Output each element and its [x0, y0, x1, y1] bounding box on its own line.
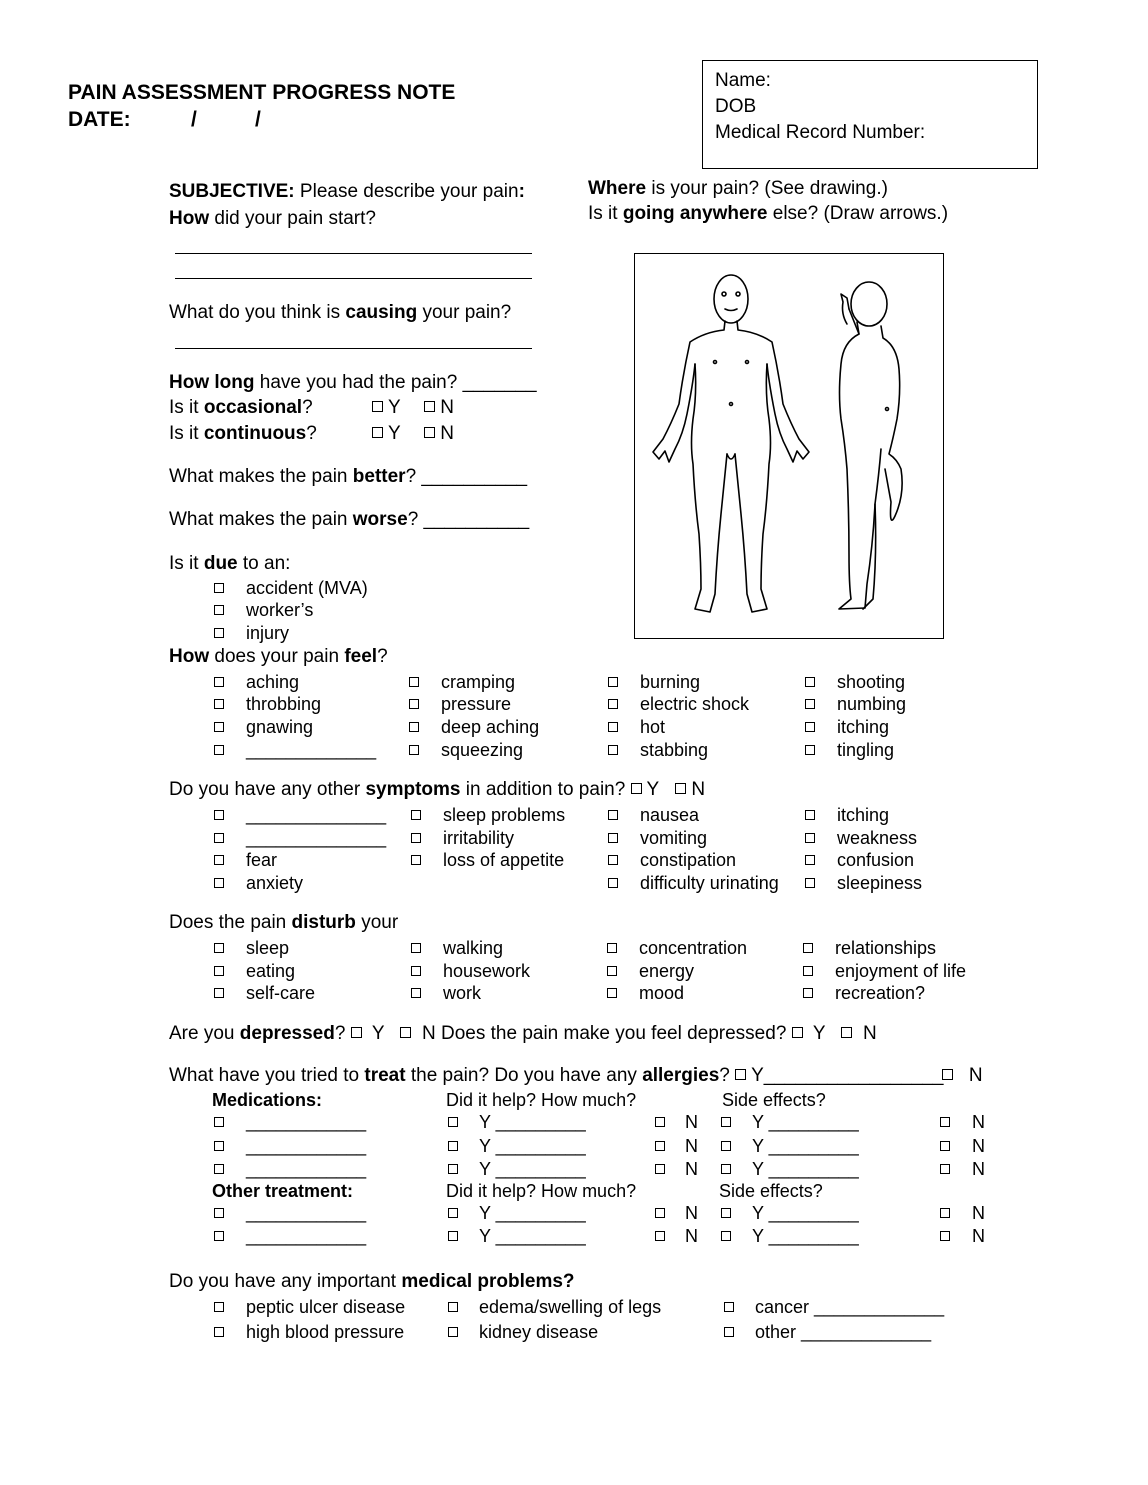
- feel-option: hot: [640, 717, 666, 737]
- feel-option: numbing: [837, 694, 907, 714]
- checkbox[interactable]: [805, 855, 815, 865]
- symptom-option: sleep problems: [443, 805, 566, 825]
- checkbox[interactable]: [608, 677, 618, 687]
- feel-option: shooting: [837, 672, 906, 692]
- checkbox[interactable]: [214, 810, 224, 820]
- medical-option[interactable]: cancer _____________: [755, 1297, 945, 1317]
- disturb-option: sleep: [246, 938, 290, 958]
- medical-option[interactable]: other _____________: [755, 1322, 932, 1342]
- checkbox[interactable]: [721, 1164, 731, 1174]
- checkbox[interactable]: [607, 943, 617, 953]
- help-no: N: [685, 1136, 698, 1156]
- feel-option-blank[interactable]: _____________: [246, 740, 377, 760]
- help-yes[interactable]: Y _________: [479, 1226, 586, 1246]
- disturb-option: recreation?: [835, 983, 926, 1003]
- depressed-yes-box[interactable]: [351, 1027, 362, 1038]
- checkbox[interactable]: [721, 1208, 731, 1218]
- checkbox[interactable]: [940, 1141, 950, 1151]
- disturb-option: housework: [443, 961, 531, 981]
- continuous-no[interactable]: N: [424, 423, 454, 445]
- checkbox[interactable]: [214, 855, 224, 865]
- checkbox[interactable]: [411, 943, 421, 953]
- help-yes[interactable]: Y _________: [479, 1159, 586, 1179]
- checkbox[interactable]: [214, 1231, 224, 1241]
- symptom-option: loss of appetite: [443, 850, 565, 870]
- feel-depressed-yes-box[interactable]: [792, 1027, 803, 1038]
- symptoms-yes-box[interactable]: [631, 783, 642, 794]
- side-yes[interactable]: Y _________: [752, 1226, 859, 1246]
- checkbox[interactable]: [214, 1208, 224, 1218]
- checkbox[interactable]: [655, 1231, 665, 1241]
- date-label: DATE:: [68, 108, 131, 131]
- checkbox[interactable]: [608, 745, 618, 755]
- depressed-no-box[interactable]: [400, 1027, 411, 1038]
- treatment-blank[interactable]: ____________: [246, 1226, 367, 1246]
- better-question: What makes the pain better? __________: [169, 466, 528, 487]
- checkbox[interactable]: [724, 1302, 734, 1312]
- help-yes[interactable]: Y _________: [479, 1136, 586, 1156]
- feel-option: aching: [246, 672, 300, 692]
- symptom-option: itching: [837, 805, 890, 825]
- checkbox[interactable]: [448, 1231, 458, 1241]
- disturb-question: Does the pain disturb your: [169, 912, 399, 933]
- checkbox[interactable]: [805, 878, 815, 888]
- dob-label: DOB: [715, 96, 757, 117]
- checkbox[interactable]: [409, 677, 419, 687]
- checkbox[interactable]: [214, 943, 224, 953]
- side-no: N: [972, 1136, 985, 1156]
- checkbox[interactable]: [607, 966, 617, 976]
- checkbox[interactable]: [214, 988, 224, 998]
- feel-option: throbbing: [246, 694, 322, 714]
- checkbox[interactable]: [214, 583, 224, 593]
- disturb-option: walking: [443, 938, 504, 958]
- symptom-option: fear: [246, 850, 278, 870]
- side-yes[interactable]: Y _________: [752, 1112, 859, 1132]
- allergies-yes-box[interactable]: [735, 1069, 746, 1080]
- disturb-option: eating: [246, 961, 296, 981]
- disturb-option: energy: [639, 961, 695, 981]
- checkbox[interactable]: [608, 855, 618, 865]
- checkbox[interactable]: [214, 1117, 224, 1127]
- feel-option: cramping: [441, 672, 516, 692]
- medication-blank[interactable]: ____________: [246, 1112, 367, 1132]
- checkbox[interactable]: [448, 1302, 458, 1312]
- checkbox[interactable]: [608, 878, 618, 888]
- checkbox[interactable]: [448, 1164, 458, 1174]
- disturb-option: self-care: [246, 983, 316, 1003]
- checkbox[interactable]: [805, 810, 815, 820]
- symptom-blank[interactable]: ______________: [246, 828, 387, 848]
- date-separator: /: [255, 108, 261, 131]
- medical-option: edema/swelling of legs: [479, 1297, 662, 1317]
- allergies-no[interactable]: N: [942, 1065, 983, 1087]
- checkbox[interactable]: [411, 988, 421, 998]
- checkbox[interactable]: [940, 1208, 950, 1218]
- checkbox[interactable]: [411, 833, 421, 843]
- checkbox[interactable]: [721, 1141, 731, 1151]
- help-yes[interactable]: Y _________: [479, 1112, 586, 1132]
- checkbox[interactable]: [214, 677, 224, 687]
- checkbox[interactable]: [805, 722, 815, 732]
- answer-line[interactable]: [175, 348, 532, 349]
- date-separator: /: [191, 108, 197, 131]
- checkbox[interactable]: [655, 1117, 665, 1127]
- checkbox[interactable]: [940, 1231, 950, 1241]
- symptom-option: vomiting: [640, 828, 708, 848]
- symptom-option: constipation: [640, 850, 737, 870]
- checkbox[interactable]: [803, 943, 813, 953]
- symptom-option: nausea: [640, 805, 700, 825]
- symptom-option: weakness: [837, 828, 918, 848]
- form-title: PAIN ASSESSMENT PROGRESS NOTE: [68, 81, 456, 104]
- checkbox[interactable]: [214, 1327, 224, 1337]
- checkbox[interactable]: [214, 699, 224, 709]
- side-effects-label: Side effects?: [722, 1090, 826, 1110]
- disturb-option: relationships: [835, 938, 937, 958]
- disturb-option: mood: [639, 983, 685, 1003]
- checkbox[interactable]: [214, 966, 224, 976]
- feel-option: gnawing: [246, 717, 314, 737]
- help-no: N: [685, 1203, 698, 1223]
- checkbox[interactable]: [608, 699, 618, 709]
- due-question: Is it due to an:: [169, 553, 291, 574]
- side-yes[interactable]: Y _________: [752, 1159, 859, 1179]
- going-question: Is it going anywhere else? (Draw arrows.): [588, 203, 949, 224]
- worse-question: What makes the pain worse? __________: [169, 509, 530, 530]
- feel-option: squeezing: [441, 740, 524, 760]
- medication-blank[interactable]: ____________: [246, 1159, 367, 1179]
- mrn-label: Medical Record Number:: [715, 122, 926, 143]
- medication-blank[interactable]: ____________: [246, 1136, 367, 1156]
- checkbox[interactable]: [805, 745, 815, 755]
- checkbox[interactable]: [655, 1208, 665, 1218]
- checkbox[interactable]: [214, 605, 224, 615]
- due-option: injury: [246, 623, 290, 643]
- checkbox[interactable]: [805, 699, 815, 709]
- checkbox[interactable]: [607, 988, 617, 998]
- checkbox[interactable]: [803, 988, 813, 998]
- side-yes[interactable]: Y _________: [752, 1136, 859, 1156]
- checkbox[interactable]: [721, 1231, 731, 1241]
- checkbox[interactable]: [214, 722, 224, 732]
- checkbox[interactable]: [411, 855, 421, 865]
- checkbox[interactable]: [448, 1141, 458, 1151]
- occasional-no[interactable]: N: [424, 397, 454, 419]
- feel-option: itching: [837, 717, 890, 737]
- checkbox[interactable]: [805, 677, 815, 687]
- medical-option: peptic ulcer disease: [246, 1297, 406, 1317]
- body-outline-figure: [635, 254, 943, 638]
- feel-depressed-no-box[interactable]: [841, 1027, 852, 1038]
- side-no: N: [972, 1203, 985, 1223]
- other-treatment-label: Other treatment:: [212, 1181, 354, 1201]
- checkbox[interactable]: [411, 810, 421, 820]
- help-yes[interactable]: Y _________: [479, 1203, 586, 1223]
- checkbox[interactable]: [214, 1302, 224, 1312]
- side-yes[interactable]: Y _________: [752, 1203, 859, 1223]
- symptom-option: anxiety: [246, 873, 304, 893]
- occasional-yes[interactable]: Y: [372, 397, 401, 419]
- due-option: worker’s: [246, 600, 314, 620]
- help-no: N: [685, 1112, 698, 1132]
- disturb-option: work: [443, 983, 482, 1003]
- side-effects-label: Side effects?: [719, 1181, 823, 1201]
- disturb-option: enjoyment of life: [835, 961, 967, 981]
- checkbox[interactable]: [608, 833, 618, 843]
- help-label: Did it help? How much?: [446, 1090, 637, 1110]
- checkbox[interactable]: [214, 745, 224, 755]
- checkbox[interactable]: [448, 1117, 458, 1127]
- symptom-option: confusion: [837, 850, 915, 870]
- checkbox[interactable]: [448, 1327, 458, 1337]
- subjective-prompt: SUBJECTIVE: Please describe your pain:: [169, 181, 525, 202]
- pain-start-question: How did your pain start?: [169, 208, 376, 229]
- medical-option: kidney disease: [479, 1322, 599, 1342]
- checkbox[interactable]: [655, 1141, 665, 1151]
- side-no: N: [972, 1112, 985, 1132]
- symptom-blank[interactable]: ______________: [246, 805, 387, 825]
- help-no: N: [685, 1159, 698, 1179]
- checkbox[interactable]: [721, 1117, 731, 1127]
- checkbox[interactable]: [655, 1164, 665, 1174]
- checkbox[interactable]: [214, 628, 224, 638]
- symptom-option: difficulty urinating: [640, 873, 779, 893]
- checkbox[interactable]: [805, 833, 815, 843]
- checkbox[interactable]: [214, 1141, 224, 1151]
- due-option: accident (MVA): [246, 578, 368, 598]
- feel-option: pressure: [441, 694, 512, 714]
- depressed-question: Are you depressed? Y N Does the pain make you feel depressed? Y N: [169, 1023, 877, 1044]
- feel-question: How does your pain feel?: [169, 646, 388, 667]
- checkbox[interactable]: [724, 1327, 734, 1337]
- medications-label: Medications:: [212, 1090, 323, 1110]
- checkbox[interactable]: [608, 722, 618, 732]
- answer-line[interactable]: [175, 278, 532, 279]
- help-label: Did it help? How much?: [446, 1181, 637, 1201]
- help-no: N: [685, 1226, 698, 1246]
- checkbox[interactable]: [409, 722, 419, 732]
- checkbox[interactable]: [214, 878, 224, 888]
- answer-line[interactable]: [175, 253, 532, 254]
- checkbox[interactable]: [214, 1164, 224, 1174]
- continuous-yes[interactable]: Y: [372, 423, 401, 445]
- side-no: N: [972, 1226, 985, 1246]
- feel-option: deep aching: [441, 717, 540, 737]
- checkbox[interactable]: [411, 966, 421, 976]
- symptom-option: sleepiness: [837, 873, 923, 893]
- how-long-question: How long have you had the pain? _______: [169, 372, 537, 393]
- name-label: Name:: [715, 70, 771, 91]
- checkbox[interactable]: [214, 833, 224, 843]
- symptom-option: irritability: [443, 828, 515, 848]
- checkbox[interactable]: [940, 1164, 950, 1174]
- checkbox[interactable]: [608, 810, 618, 820]
- medical-problems-question: Do you have any important medical problems?: [169, 1271, 575, 1292]
- checkbox[interactable]: [409, 699, 419, 709]
- checkbox[interactable]: [940, 1117, 950, 1127]
- medical-option: high blood pressure: [246, 1322, 405, 1342]
- symptoms-question: Do you have any other symptoms in addition to pain? Y N: [169, 779, 706, 800]
- symptoms-no-box[interactable]: [675, 783, 686, 794]
- checkbox[interactable]: [448, 1208, 458, 1218]
- treatment-blank[interactable]: ____________: [246, 1203, 367, 1223]
- feel-option: electric shock: [640, 694, 750, 714]
- checkbox[interactable]: [409, 745, 419, 755]
- continuous-question: Is it continuous?: [169, 423, 317, 444]
- treat-question: What have you tried to treat the pain? Do you have any allergies? Y_________________: [169, 1065, 944, 1086]
- side-no: N: [972, 1159, 985, 1179]
- causing-question: What do you think is causing your pain?: [169, 302, 512, 323]
- feel-option: burning: [640, 672, 701, 692]
- feel-option: stabbing: [640, 740, 709, 760]
- checkbox[interactable]: [803, 966, 813, 976]
- disturb-option: concentration: [639, 938, 748, 958]
- feel-option: tingling: [837, 740, 895, 760]
- where-question: Where is your pain? (See drawing.): [588, 178, 888, 199]
- body-diagram[interactable]: [634, 253, 944, 639]
- occasional-question: Is it occasional?: [169, 397, 313, 418]
